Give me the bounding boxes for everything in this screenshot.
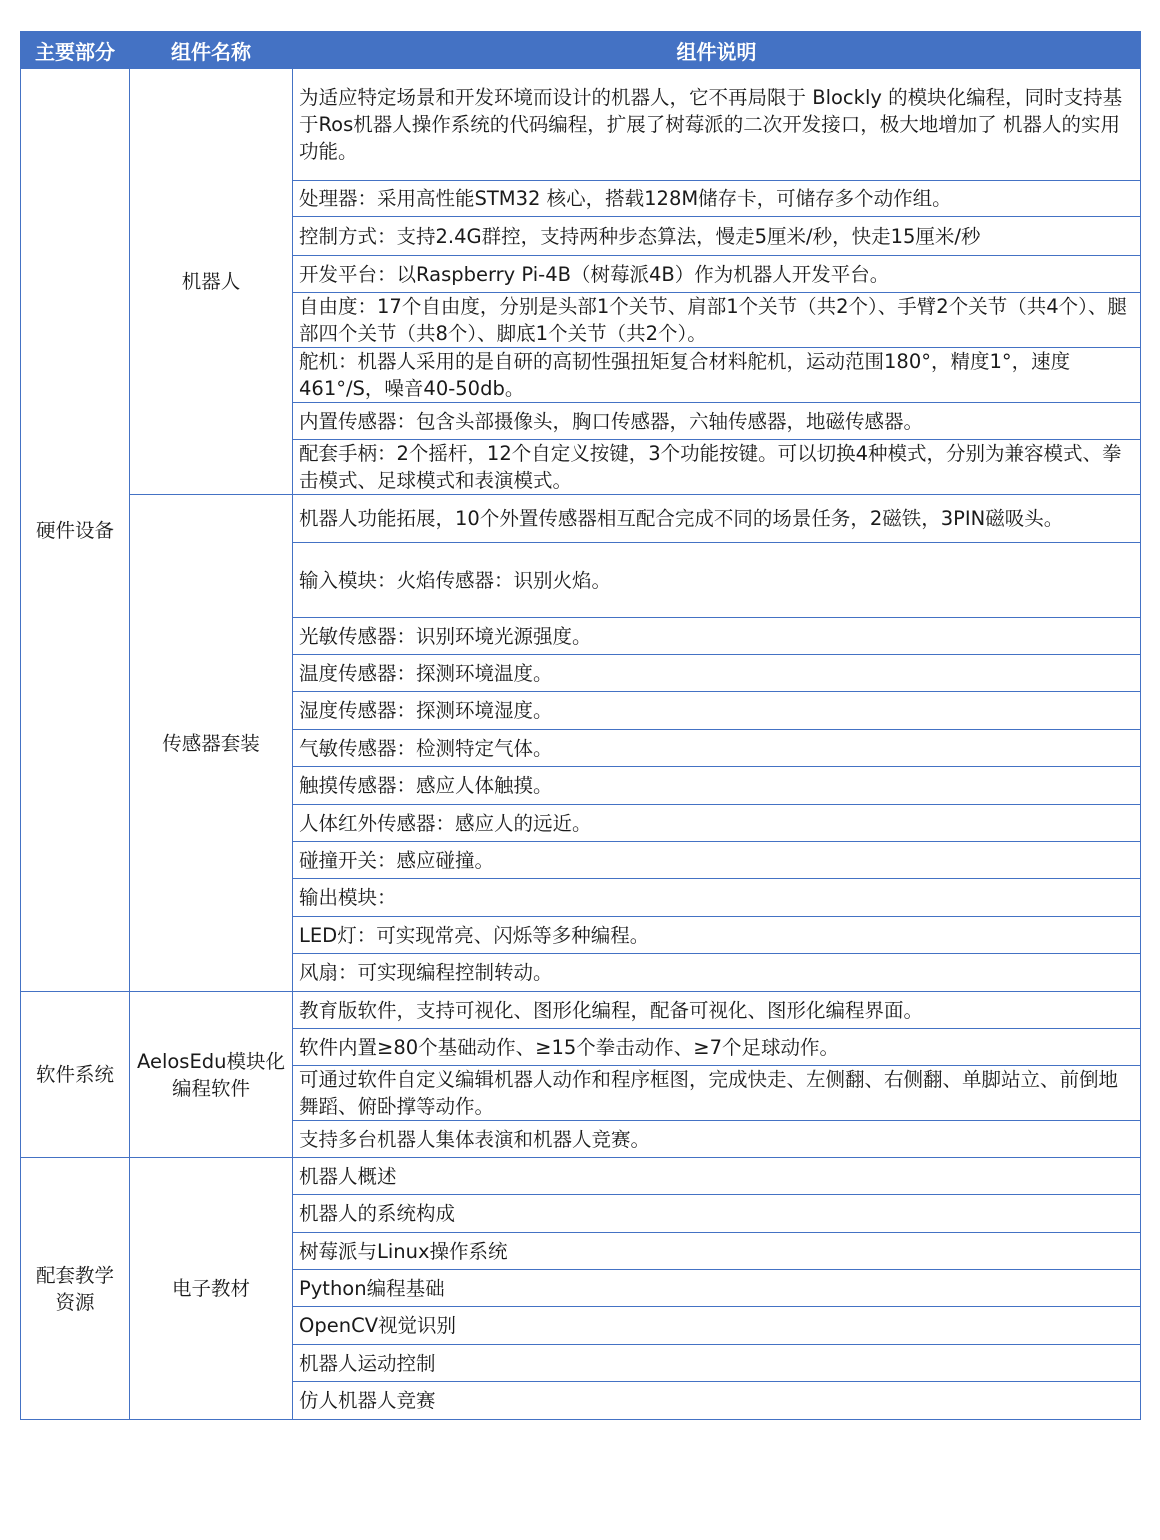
description-cell: 可通过软件自定义编辑机器人动作和程序框图，完成快走、左侧翻、右侧翻、单脚站立、前倒地舞蹈、俯卧撑等动作。 [293,1066,1141,1121]
description-cell: 机器人运动控制 [293,1345,1141,1382]
component-cell: AelosEdu模块化编程软件 [130,992,293,1158]
description-cell: 输入模块：火焰传感器：识别火焰。 [293,543,1141,618]
description-cell: 为适应特定场景和开发环境而设计的机器人，它不再局限于 Blockly 的模块化编程，同时支持基于Ros机器人操作系统的代码编程，扩展了树莓派的二次开发接口，极大地增加了 机器人的实用功能。 [293,69,1141,181]
table-row [21,69,1141,181]
description-cell: 配套手柄：2个摇杆，12个自定义按键，3个功能按键。可以切换4种模式，分别为兼容模式、拳击模式、足球模式和表演模式。 [293,440,1141,495]
table-row [21,992,1141,1029]
description-cell: 触摸传感器：感应人体触摸。 [293,767,1141,805]
description-cell: 机器人概述 [293,1158,1141,1195]
description-cell: OpenCV视觉识别 [293,1307,1141,1345]
description-cell: 机器人的系统构成 [293,1195,1141,1233]
description-cell: 控制方式：支持2.4G群控，支持两种步态算法，慢走5厘米/秒，快走15厘米/秒 [293,217,1141,256]
description-cell: 开发平台：以Raspberry Pi-4B（树莓派4B）作为机器人开发平台。 [293,256,1141,293]
description-cell: 湿度传感器：探测环境湿度。 [293,692,1141,730]
description-cell: 气敏传感器：检测特定气体。 [293,730,1141,767]
table-row [21,1158,1141,1195]
description-cell: 光敏传感器：识别环境光源强度。 [293,618,1141,655]
description-cell: 温度传感器：探测环境温度。 [293,655,1141,692]
category-cell: 配套教学资源 [21,1158,130,1420]
description-cell: 软件内置≥80个基础动作、≥15个拳击动作、≥7个足球动作。 [293,1029,1141,1066]
description-cell: 教育版软件，支持可视化、图形化编程，配备可视化、图形化编程界面。 [293,992,1141,1029]
description-cell: 风扇：可实现编程控制转动。 [293,954,1141,992]
component-cell: 传感器套装 [130,495,293,992]
category-cell: 软件系统 [21,992,130,1158]
description-cell: 处理器：采用高性能STM32 核心，搭载128M储存卡，可储存多个动作组。 [293,181,1141,217]
header-description: 组件说明 [293,32,1141,69]
header-category: 主要部分 [21,32,130,69]
description-cell: 舵机：机器人采用的是自研的高韧性强扭矩复合材料舵机，运动范围180°，精度1°，速度461°/S，噪音40-50db。 [293,348,1141,403]
table-row [21,495,1141,543]
description-cell: 自由度：17个自由度，分别是头部1个关节、肩部1个关节（共2个）、手臂2个关节（共4个）、腿部四个关节（共8个）、脚底1个关节（共2个）。 [293,293,1141,348]
component-cell: 电子教材 [130,1158,293,1420]
header-component: 组件名称 [130,32,293,69]
spec-table [20,31,1141,1420]
description-cell: Python编程基础 [293,1270,1141,1307]
description-cell: LED灯：可实现常亮、闪烁等多种编程。 [293,917,1141,954]
description-cell: 人体红外传感器：感应人的远近。 [293,805,1141,842]
description-cell: 输出模块： [293,879,1141,917]
description-cell: 碰撞开关：感应碰撞。 [293,842,1141,879]
description-cell: 机器人功能拓展，10个外置传感器相互配合完成不同的场景任务，2磁铁，3PIN磁吸头。 [293,495,1141,543]
description-cell: 支持多台机器人集体表演和机器人竞赛。 [293,1121,1141,1158]
description-cell: 树莓派与Linux操作系统 [293,1233,1141,1270]
category-cell: 硬件设备 [21,69,130,992]
description-cell: 内置传感器：包含头部摄像头，胸口传感器，六轴传感器，地磁传感器。 [293,403,1141,440]
component-cell: 机器人 [130,69,293,495]
header-row [21,32,1141,69]
description-cell: 仿人机器人竞赛 [293,1382,1141,1420]
